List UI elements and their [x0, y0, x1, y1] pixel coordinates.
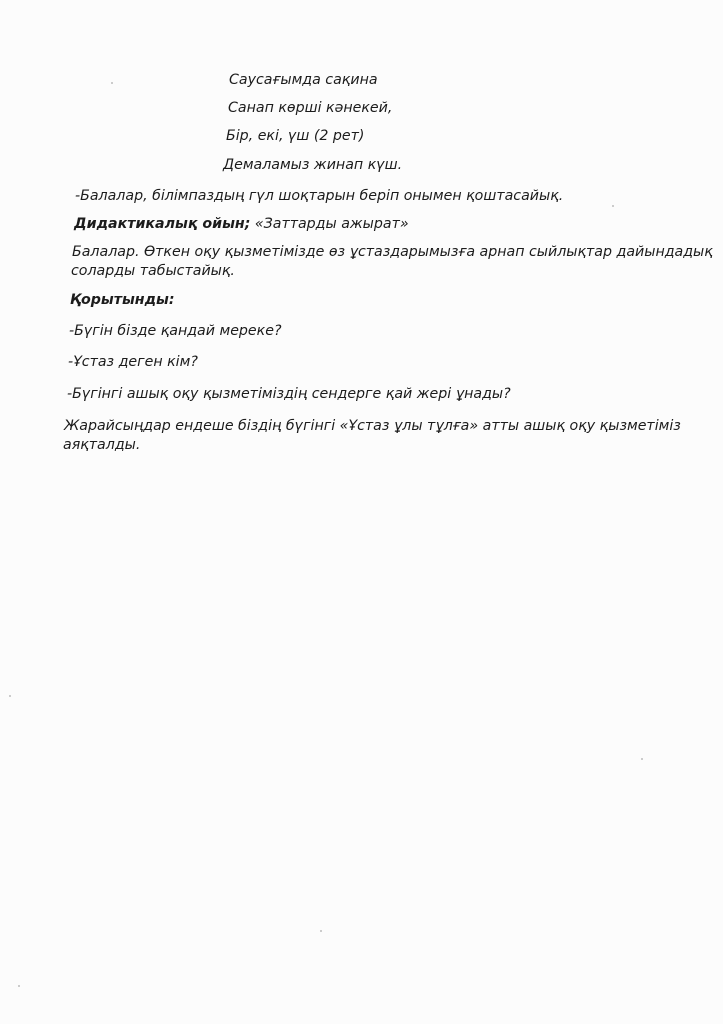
scan-speck	[111, 82, 113, 84]
farewell-line: -Балалар, білімпаздың гүл шоқтарын беріп онымен қоштасайық.	[75, 188, 564, 204]
didactic-game-label: Дидактикалық ойын;	[74, 216, 251, 232]
didactic-game-line	[74, 214, 409, 234]
game-text-line-2: соларды табыстайық.	[71, 263, 235, 279]
poem-line-4: Демаламыз жинап күш.	[223, 157, 403, 173]
scan-speck	[612, 205, 614, 207]
scan-speck	[18, 985, 20, 987]
conclusion-heading: Қорытынды:	[70, 292, 175, 308]
poem-line-2: Санап көрші кәнекей,	[228, 100, 393, 116]
scan-speck	[320, 930, 322, 932]
scan-speck	[9, 695, 11, 697]
poem-line-3: Бір, екі, үш (2 рет)	[226, 128, 365, 144]
conclusion-question-1: -Бүгін бізде қандай мереке?	[69, 323, 282, 339]
closing-line-2: аяқталды.	[63, 437, 141, 453]
didactic-game-title: «Заттарды ажырат»	[250, 216, 409, 232]
game-text-line-1: Балалар. Өткен оқу қызметімізде өз ұстаздарымызға арнап сыйлықтар дайындадық	[72, 244, 713, 260]
scan-speck	[641, 758, 643, 760]
closing-line-1: Жарайсыңдар ендеше біздің бүгінгі «Ұстаз ұлы тұлға» атты ашық оқу қызметіміз	[64, 418, 681, 434]
poem-line-1: Саусағымда сақина	[229, 72, 378, 88]
conclusion-question-2: -Ұстаз деген кім?	[68, 354, 198, 370]
conclusion-question-3: -Бүгінгі ашық оқу қызметіміздің сендерге қай жері ұнады?	[67, 386, 511, 402]
